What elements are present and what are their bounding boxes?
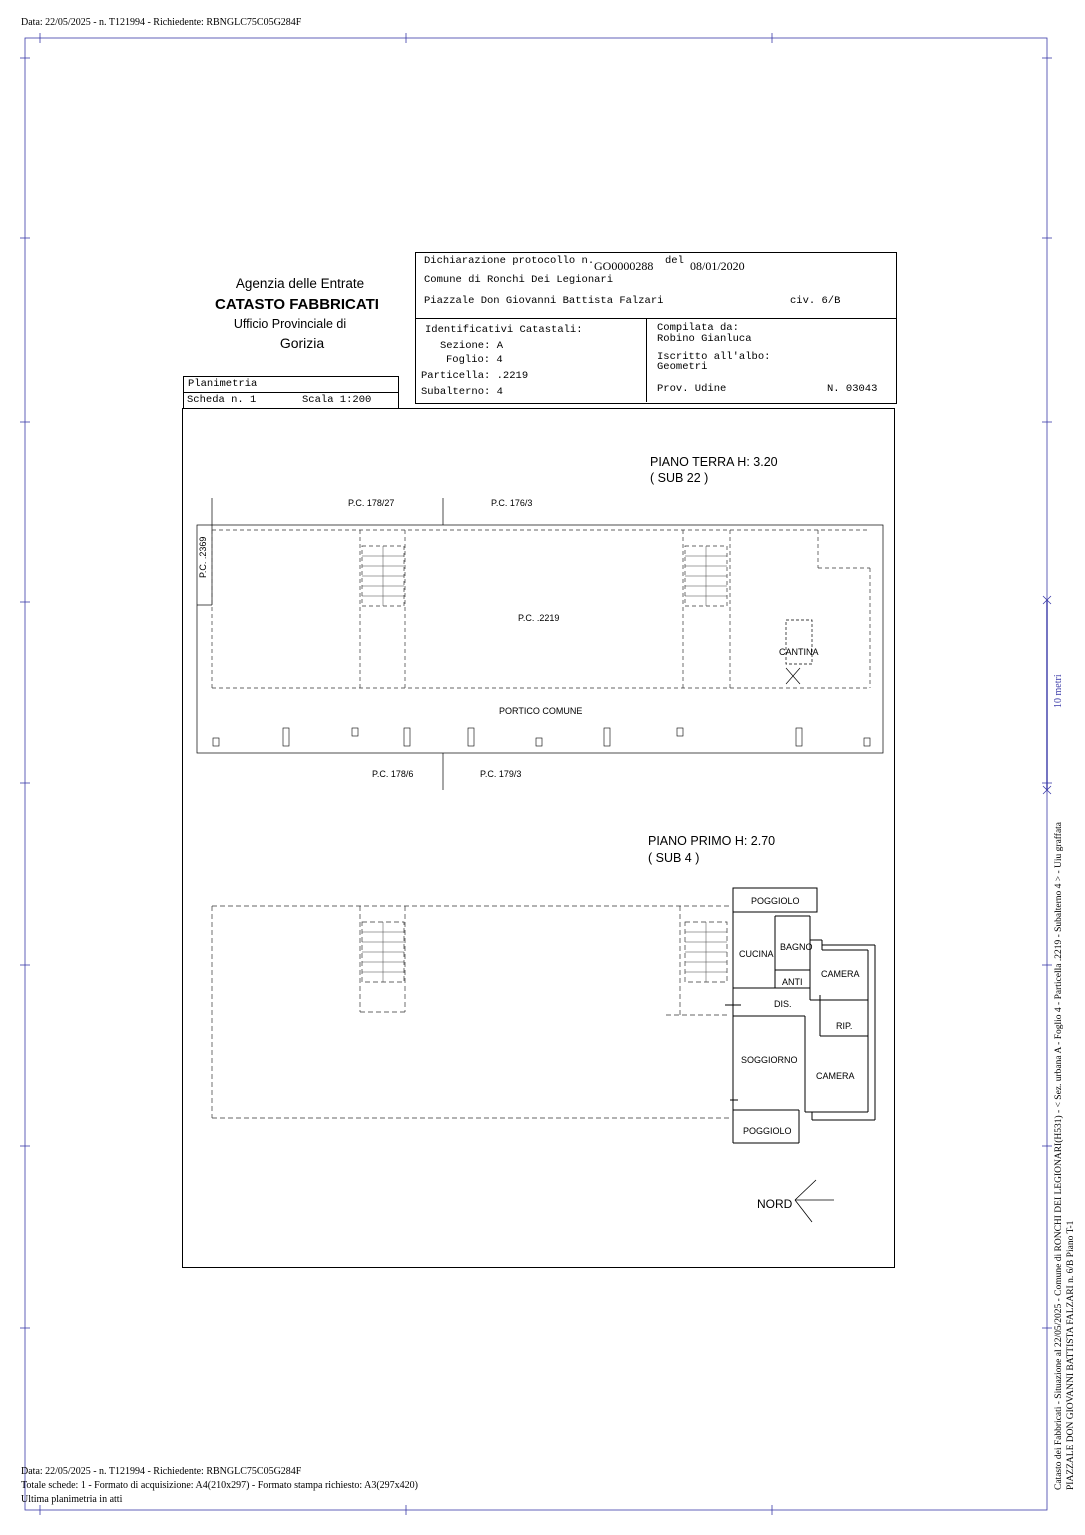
label-rip: RIP. xyxy=(836,1021,853,1031)
first-floor-sub: ( SUB 4 ) xyxy=(648,851,700,865)
footer-line2: Totale schede: 1 - Formato di acquisizione: A4(210x297) - Formato stampa richiesto: A3(297x420) xyxy=(21,1480,418,1491)
sezione-text: Sezione: A xyxy=(440,340,504,352)
albo-label: Iscritto all'albo: xyxy=(657,351,771,363)
planimetria-label: Planimetria xyxy=(188,378,258,390)
label-pc-2219: P.C. .2219 xyxy=(518,613,560,623)
label-camera-2: CAMERA xyxy=(816,1071,855,1081)
identifiers-title: Identificativi Catastali: xyxy=(425,324,583,336)
ground-outline xyxy=(197,525,883,753)
label-soggiorno: SOGGIORNO xyxy=(741,1055,798,1065)
label-pc-178-27: P.C. 178/27 xyxy=(348,498,395,508)
civ-text: civ. 6/B xyxy=(790,295,841,307)
del-label: del xyxy=(665,255,684,267)
label-cantina: CANTINA xyxy=(779,647,819,657)
label-dis: DIS. xyxy=(774,999,792,1009)
compiler-title: Compilata da: xyxy=(657,322,739,334)
label-anti: ANTI xyxy=(782,977,803,987)
albo-value: Geometri xyxy=(657,361,708,373)
agency-name: Agenzia delle Entrate xyxy=(235,276,365,291)
prov-text: Prov. Udine xyxy=(657,383,727,395)
catasto-title: CATASTO FABBRICATI xyxy=(215,296,379,313)
protocol-date: 08/01/2020 xyxy=(690,259,745,273)
foglio-text: Foglio: 4 xyxy=(446,354,503,366)
label-pc-178-6: P.C. 178/6 xyxy=(372,769,414,779)
scale-label: 10 metri xyxy=(1053,674,1064,708)
label-camera-1: CAMERA xyxy=(821,969,860,979)
label-poggiolo-bottom: POGGIOLO xyxy=(743,1126,792,1136)
office-city: Gorizia xyxy=(279,335,325,351)
scala-label: Scala 1:200 xyxy=(302,394,372,406)
particella-text: Particella: .2219 xyxy=(421,370,529,382)
label-pc-179-3: P.C. 179/3 xyxy=(480,769,522,779)
subalterno-text: Subalterno: 4 xyxy=(421,386,503,398)
label-portico: PORTICO COMUNE xyxy=(499,706,583,716)
ground-floor-title: PIANO TERRA H: 3.20 xyxy=(650,455,778,469)
label-bagno: BAGNO xyxy=(780,942,813,952)
side-info-line1: Catasto dei Fabbricati - Situazione al 22/05/2025 - Comune di RONCHI DEI LEGIONARI(H531) - < Sez. urbana A - Foglio 4 - Particella .2219 - Subalterno 4 > - Uiu graffata xyxy=(1054,821,1064,1490)
label-pc-176-3: P.C. 176/3 xyxy=(491,498,533,508)
first-floor-title: PIANO PRIMO H: 2.70 xyxy=(648,834,776,848)
header-line: Data: 22/05/2025 - n. T121994 - Richiedente: RBNGLC75C05G284F xyxy=(21,17,302,28)
label-cucina: CUCINA xyxy=(739,949,774,959)
side-info-line2: PIAZZALE DON GIOVANNI BATTISTA FALZARI n. 6/B Piano T-1 xyxy=(1066,1220,1076,1490)
scheda-label: Scheda n. 1 xyxy=(187,394,257,406)
address-text: Piazzale Don Giovanni Battista Falzari xyxy=(424,295,664,307)
comune-text: Comune di Ronchi Dei Legionari xyxy=(424,274,614,286)
footer-line3: Ultima planimetria in atti xyxy=(21,1494,123,1505)
footer-line1: Data: 22/05/2025 - n. T121994 - Richiedente: RBNGLC75C05G284F xyxy=(21,1466,302,1477)
office-label: Ufficio Provinciale di xyxy=(233,317,347,331)
compiler-name: Robino Gianluca xyxy=(657,333,752,345)
protocol-number: GO0000288 xyxy=(594,259,654,273)
label-poggiolo-top: POGGIOLO xyxy=(751,896,800,906)
register-number: N. 03043 xyxy=(827,383,878,395)
ground-floor-sub: ( SUB 22 ) xyxy=(650,471,709,485)
north-label: NORD xyxy=(757,1197,793,1211)
label-pc-2369: P.C. .2369 xyxy=(198,536,208,578)
protocol-label: Dichiarazione protocollo n. xyxy=(424,255,595,267)
